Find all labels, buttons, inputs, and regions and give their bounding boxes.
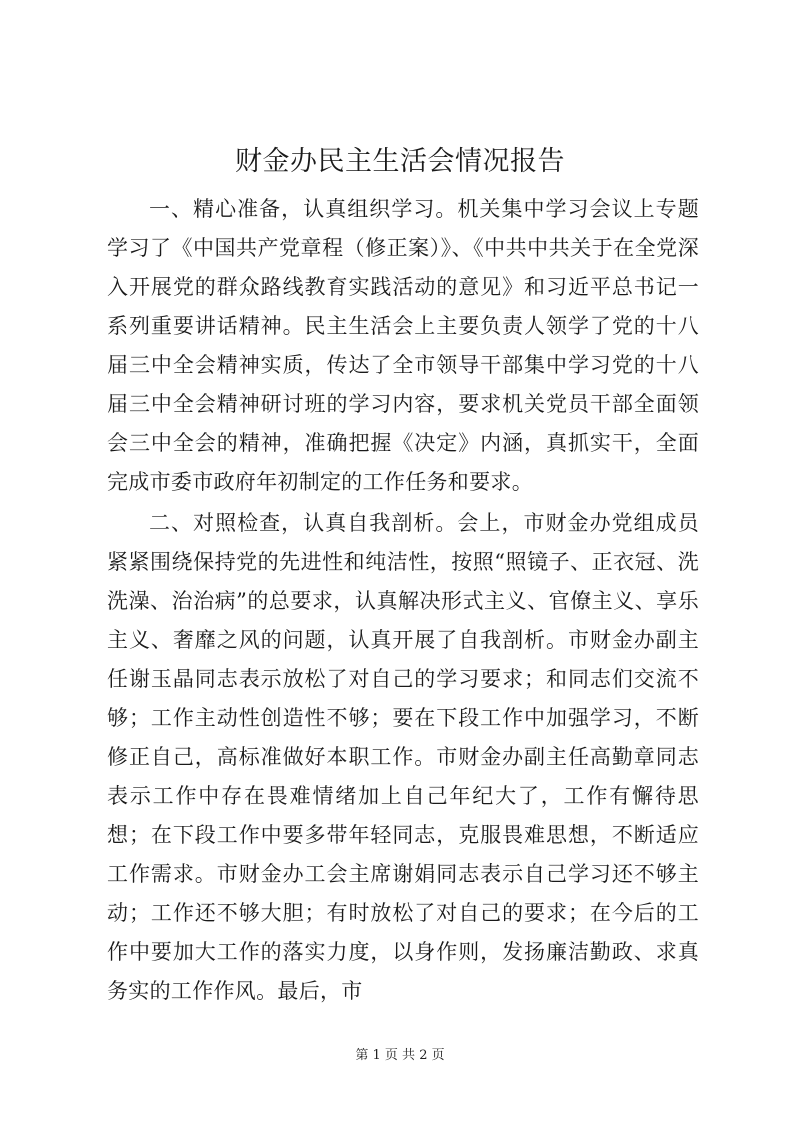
document-body	[107, 190, 699, 1011]
paragraph-self-examination: 二、对照检查，认真自我剖析。会上，市财金办党组成员紧紧围绕保持党的先进性和纯洁性，按照“照镜子、正衣冠、洗洗澡、治治病”的总要求，认真解决形式主义、官僚主义、享乐主义、奢靡之风的问题，认真开展了自我剖析。市财金办副主任谢玉晶同志表示放松了对自己的学习要求；和同志们交流不够；工作主动性创造性不够；要在下段工作中加强学习，不断修正自己，高标准做好本职工作。市财金办副主任高勤章同志表示工作中存在畏难情绪加上自己年纪大了，工作有懈待思想；在下段工作中要多带年轻同志，克服畏难思想，不断适应工作需求。市财金办工会主席谢娟同志表示自己学习还不够主动；工作还不够大胆；有时放松了对自己的要求；在今后的工作中要加大工作的落实力度，以身作则，发扬廉洁勤政、求真务实的工作作风。最后，市	[107, 511, 699, 1003]
page-number-footer: 第 1 页 共 2 页	[355, 1048, 445, 1063]
paragraph-preparation: 一、精心准备，认真组织学习。机关集中学习会议上专题学习了《中国共产党章程（修正案）》、《中共中共关于在全党深入开展党的群众路线教育实践活动的意见》和习近平总书记一系列重要讲话精神。民主生活会上主要负责人领学了党的十八届三中全会精神实质，传达了全市领导干部集中学习党的十八届三中全会精神研讨班的学习内容，要求机关党员干部全面领会三中全会的精神，准确把握《决定》内涵，真抓实干，全面完成市委市政府年初制定的工作任务和要求。	[107, 197, 699, 494]
document-title: 财金办民主生活会情况报告	[235, 146, 565, 177]
